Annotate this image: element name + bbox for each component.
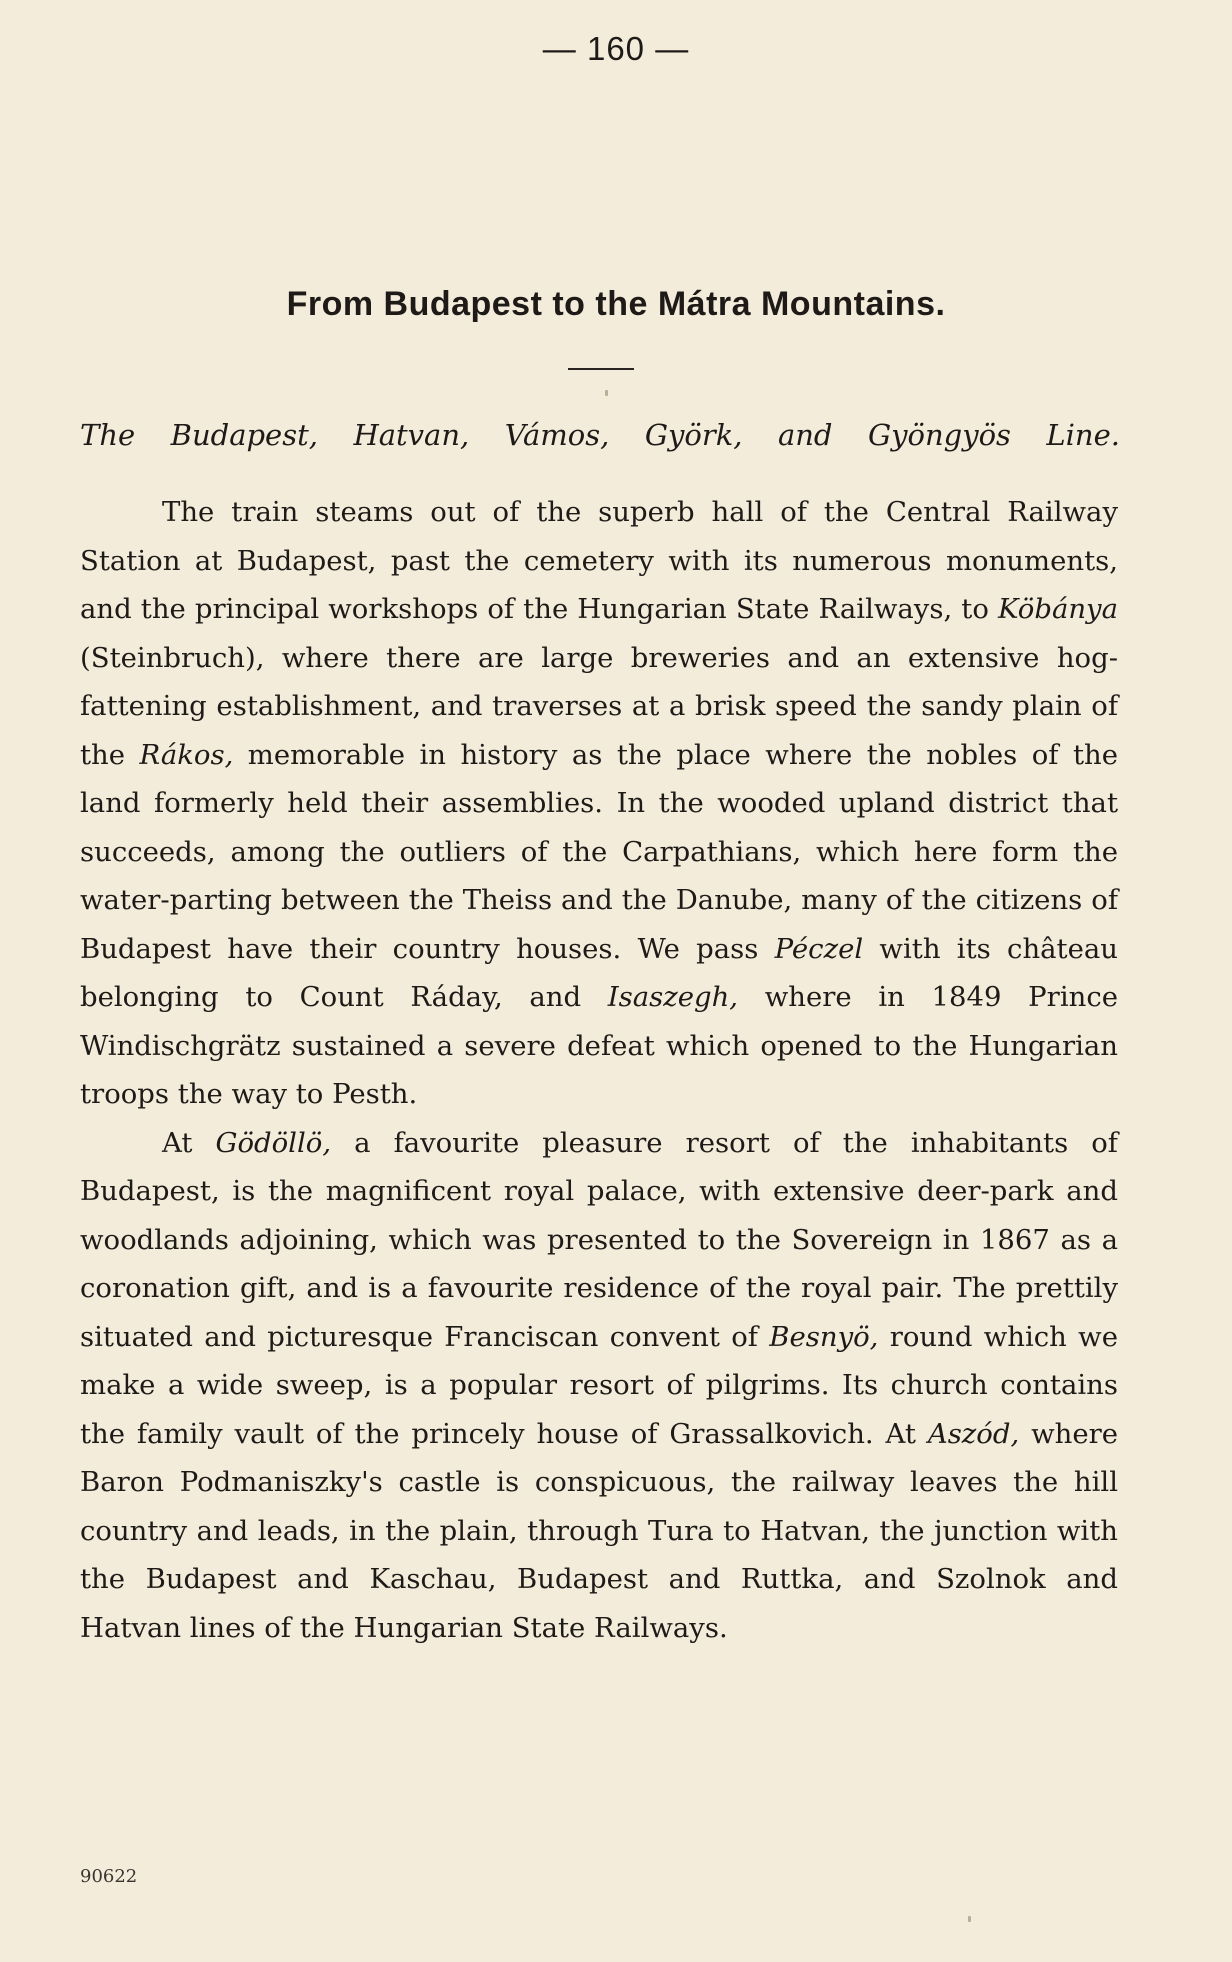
body-text xyxy=(80,488,1118,1652)
section-subtitle: The Budapest, Hatvan, Vámos, Györk, and Gyöngyös Line. xyxy=(80,418,1120,452)
page-number: — 160 — xyxy=(542,30,690,67)
paragraph-1: The train steams out of the superb hall of the Central Railway Station at Budapest, past the cemetery with its numerous monuments, and the principal workshops of the Hungarian State Railways, to Köbánya (Steinbruch), where there are large breweries and an extensive hog-fattening establishment, and traverses at a brisk speed the sandy plain of the Rákos, memorable in history as the place where the nobles of the land formerly held their assemblies. In the wooded upland district that succeeds, among the outliers of the Carpathians, which here form the water-parting between the Theiss and the Danube, many of the citizens of Budapest have their country houses. We pass Péczel with its château belonging to Count Ráday, and Isaszegh, where in 1849 Prince Windischgrätz sustained a severe defeat which opened to the Hungarian troops the way to Pesth. xyxy=(80,496,1119,1110)
place-godollo: Gödöllö, xyxy=(215,1126,332,1159)
place-isaszegh: Isaszegh, xyxy=(607,981,739,1013)
paper-speck xyxy=(968,1916,971,1922)
place-besnyo: Besnyö, xyxy=(769,1320,879,1353)
place-rakos: Rákos, xyxy=(139,738,234,771)
paragraph-2: At Gödöllö, a favourite pleasure resort of the inhabitants of Budapest, is the magnificent royal palace, with extensive deer-park and woodlands adjoining, which was presented to the Sovereign in 1867 as a coronation gift, and is a favourite residence of the royal pair. The prettily situated and picturesque Franciscan convent of Besnyö, round which we make a wide sweep, is a popular resort of pilgrims. Its church contains the family vault of the princely house of Grassalkovich. At Aszód, where Baron Podmaniszky's castle is conspicuous, the railway leaves the hill country and leads, in the plain, through Tura to Hatvan, the junction with the Budapest and Kaschau, Budapest and Ruttka, and Szolnok and Hatvan lines of the Hungarian State Railways. xyxy=(80,1126,1119,1644)
printer-signature-mark: 90622 xyxy=(80,1866,138,1887)
title-divider xyxy=(568,368,634,370)
place-kobanya: Köbánya xyxy=(997,593,1118,625)
paper-speck xyxy=(605,390,608,396)
place-peczel: Péczel xyxy=(774,932,864,965)
place-aszod: Aszód, xyxy=(927,1417,1020,1450)
chapter-title: From Budapest to the Mátra Mountains. xyxy=(286,285,946,323)
